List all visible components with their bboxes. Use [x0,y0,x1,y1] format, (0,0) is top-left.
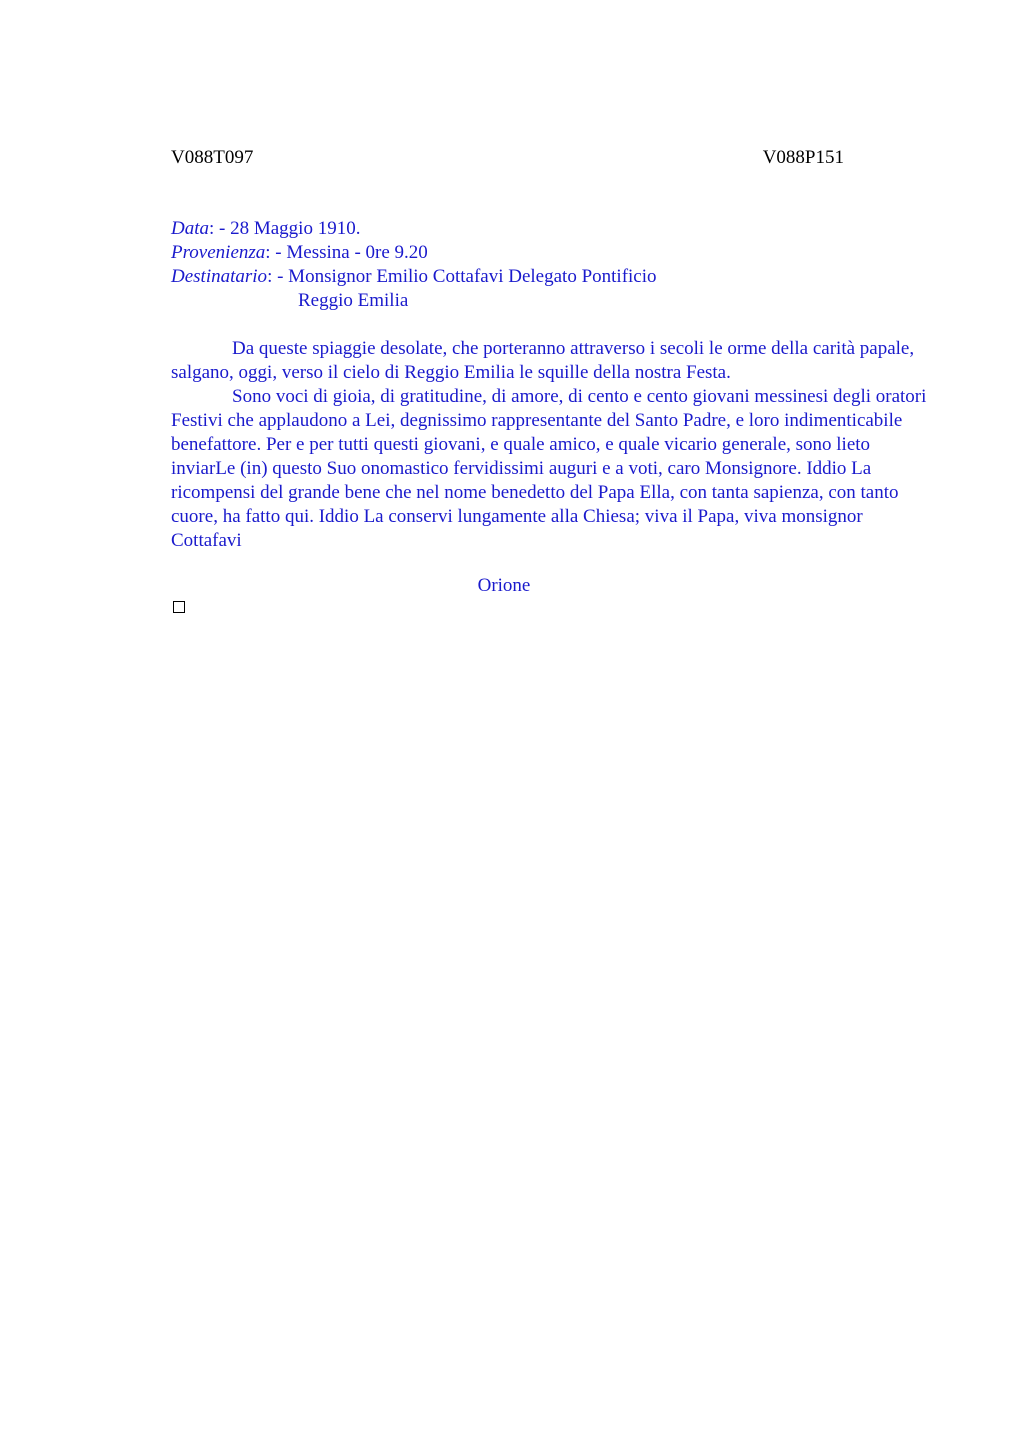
meta-origin-label: Provenienza [171,242,266,263]
meta-recipient-label: Destinatario [171,266,268,287]
document-page [171,0,931,1450]
meta-recipient-city: Reggio Emilia [298,290,409,311]
letter-metadata [171,217,657,313]
meta-recipient [171,265,657,289]
meta-date-label: Data [171,218,209,239]
letter-paragraph-2: Sono voci di gioia, di gratitudine, di amore, di cento e cento giovani messinesi degli oratori Festivi che applaudono a Lei, degnissimo rappresentante del Santo Padre, e loro indimenticabile benefattore. Per e per tutti questi giovani, e quale amico, e quale vicario generale, sono lieto inviarLe (in) questo Suo onomastico fervidissimi auguri e a voti, caro Monsignore. Iddio La ricompensi del grande bene che nel nome benedetto del Papa Ella, con tanta sapienza, con tanto cuore, ha fatto qui. Iddio La conservi lungamente alla Chiesa; viva il Papa, viva monsignor Cottafavi [171,386,927,551]
meta-origin-value: : - Messina - 0re 9.20 [265,242,428,263]
square-outline-icon [173,601,185,613]
document-code-left: V088T097 [171,147,254,168]
meta-date-value: : - 28 Maggio 1910. [209,218,361,239]
meta-date [171,217,657,241]
letter-paragraph-1: Da queste spiaggie desolate, che porteranno attraverso i secoli le orme della carità papale, salgano, oggi, verso il cielo di Reggio Emilia le squille della nostra Festa. [171,338,915,383]
letter-signature: Orione [477,575,531,596]
meta-recipient-value: : - Monsignor Emilio Cottafavi Delegato Pontificio [267,266,657,287]
letter-body [171,337,931,553]
document-header [171,146,844,170]
document-code-right: V088P151 [762,147,844,168]
meta-origin [171,241,657,265]
